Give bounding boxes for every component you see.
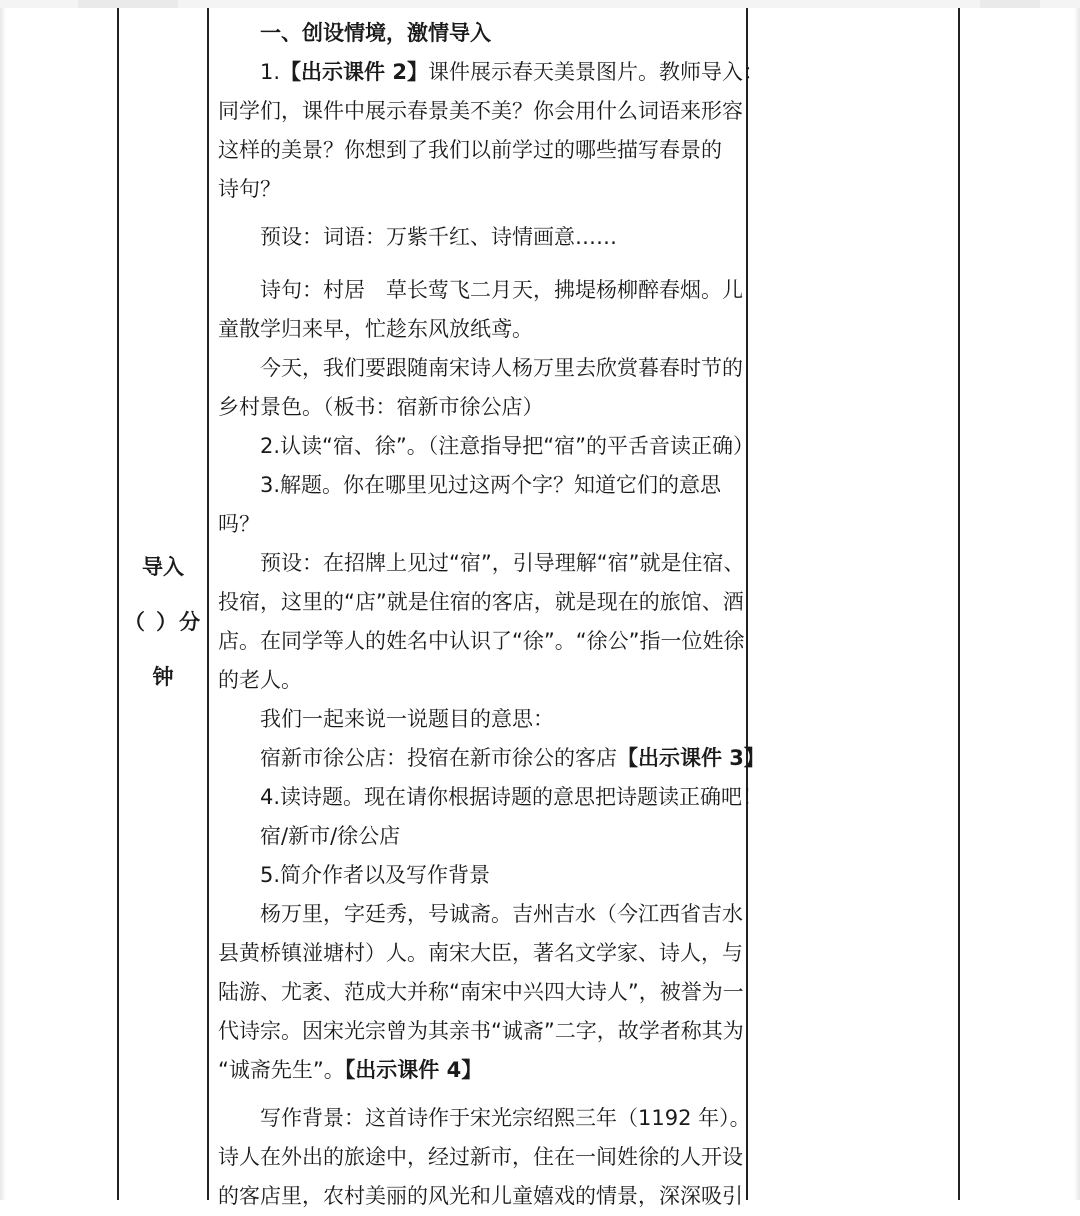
paragraph-line: 今天，我们要跟随南宋诗人杨万里去欣赏暮春时节的	[260, 356, 743, 380]
paragraph-line: 代诗宗。因宋光宗曾为其亲书“诚斋”二字，故学者称其为	[218, 1019, 744, 1043]
column-divider-right	[746, 8, 748, 1200]
paragraph-line: 预设：在招牌上见过“宿”，引导理解“宿”就是住宿、	[260, 551, 745, 575]
section-label-line-1: 导入	[142, 555, 184, 579]
paragraph-line: 写作背景：这首诗作于宋光宗绍熙三年（1192 年）。	[260, 1106, 751, 1130]
courseware-tag: 【出示课件 2】	[280, 60, 428, 84]
paragraph-line: 乡村景色。（板书：宿新市徐公店）	[218, 395, 544, 419]
paragraph-text: “诚斋先生”。	[218, 1058, 345, 1082]
paragraph-line: 3.解题。你在哪里见过这两个字？知道它们的意思	[260, 473, 722, 497]
paragraph-line: 店。在同学等人的姓名中认识了“徐”。“徐公”指一位姓徐	[218, 629, 745, 653]
page-corner-left	[78, 0, 178, 8]
page-edge-right	[1074, 0, 1080, 1200]
page-edge-left	[0, 0, 6, 1200]
paragraph-line	[218, 53, 764, 92]
paragraph-line	[218, 739, 765, 778]
section-label-line-3: 钟	[152, 665, 174, 689]
paragraph-line: 同学们，课件中展示春景美不美？你会用什么词语来形容	[218, 99, 743, 123]
paragraph-line: 这样的美景？你想到了我们以前学过的哪些描写春景的	[218, 138, 722, 162]
paragraph-line: 的老人。	[218, 668, 302, 692]
lesson-content-cell	[218, 14, 765, 1216]
section-label-cell	[120, 540, 206, 705]
section-label-line-2: （ ）分	[123, 610, 203, 634]
previous-page-bottom	[0, 0, 1080, 8]
paragraph-line: 的客店里，农村美丽的风光和儿童嬉戏的情景，深深吸引	[218, 1184, 743, 1208]
paragraph-line: 陆游、尤袤、范成大并称“南宋中兴四大诗人”，被誉为一	[218, 980, 744, 1004]
paragraph-text: 课件展示春天美景图片。教师导入：	[427, 60, 764, 84]
step-number: 1.	[260, 60, 281, 84]
section-heading	[218, 14, 746, 53]
paragraph-line: 我们一起来说一说题目的意思：	[260, 707, 554, 731]
paragraph-line: 童散学归来早，忙趁东风放纸鸢。	[218, 317, 533, 341]
paragraph-line: 投宿，这里的“店”就是住宿的客店，就是现在的旅馆、酒	[218, 590, 744, 614]
section-heading-text: 一、创设情境，激情导入	[260, 21, 491, 45]
paragraph-line: 吗？	[218, 512, 260, 536]
paragraph-line: 杨万里，字廷秀，号诚斋。吉州吉水（今江西省吉水	[260, 902, 743, 926]
paragraph-line: 宿/新市/徐公店	[260, 824, 401, 848]
paragraph-line: 5.简介作者以及写作背景	[260, 863, 491, 887]
column-divider-left	[207, 8, 209, 1200]
paragraph-line: 诗人在外出的旅途中，经过新市，住在一间姓徐的人开设	[218, 1145, 743, 1169]
paragraph-line: 诗句？	[218, 177, 281, 201]
paragraph-line: 诗句：村居 草长莺飞二月天，拂堤杨柳醉春烟。儿	[260, 278, 743, 302]
paragraph-text: 宿新市徐公店：投宿在新市徐公的客店	[260, 746, 617, 770]
paragraph-line: 4.读诗题。现在请你根据诗题的意思把诗题读正确吧！	[260, 785, 764, 809]
paragraph-line	[218, 1051, 746, 1090]
courseware-tag: 【出示课件 4】	[344, 1058, 483, 1082]
courseware-tag: 【出示课件 3】	[617, 746, 765, 770]
paragraph-line: 预设：词语：万紫千红、诗情画意……	[260, 225, 617, 249]
paragraph-line: 县黄桥镇湴塘村）人。南宋大臣，著名文学家、诗人，与	[218, 941, 743, 965]
page-corner-right	[980, 0, 1040, 8]
paragraph-line: 2.认读“宿、徐”。（注意指导把“宿”的平舌音读正确）	[260, 434, 755, 458]
